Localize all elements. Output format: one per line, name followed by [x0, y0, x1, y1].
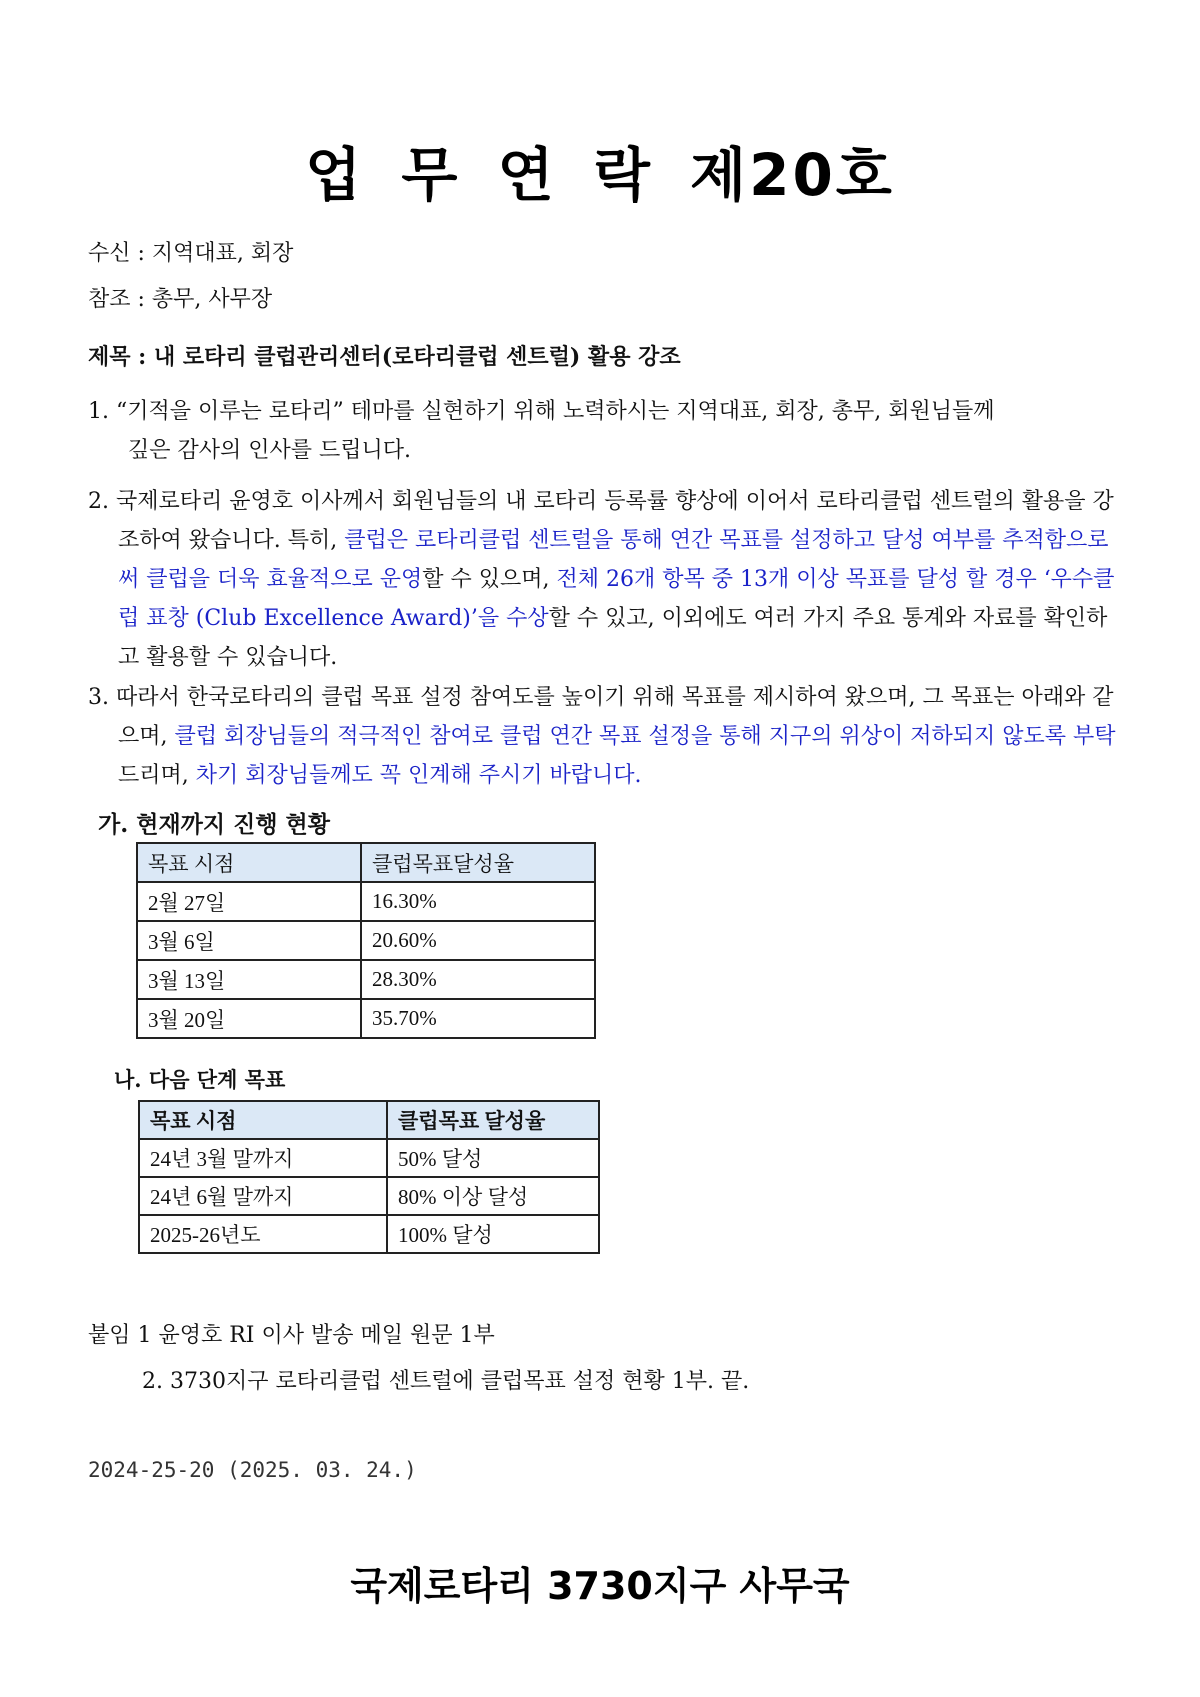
table-row: [139, 1215, 599, 1253]
table-cell: 20.60%: [361, 921, 595, 960]
subject-line: 제목 : 내 로타리 클럽관리센터(로타리클럽 센트럴) 활용 강조: [88, 344, 681, 370]
table-cell: 16.30%: [361, 882, 595, 921]
item-1: [88, 392, 1128, 470]
section-a-heading: 가. 현재까지 진행 현황: [98, 811, 330, 838]
progress-table: [136, 842, 596, 1039]
table-header-cell: 클럽목표 달성율: [387, 1101, 599, 1139]
target-table: [138, 1100, 600, 1254]
table-header-cell: 목표 시점: [137, 843, 361, 882]
item-2-text-b: 할 수 있으며,: [422, 567, 557, 592]
table-header-cell: 클럽목표달성율: [361, 843, 595, 882]
item-3-text-a: 3. 따라서 한국로타리의 클럽 목표 설정 참여도를 높이기 위해 목표를 제시하여 왔으며, 그 목표는 아래와 같으며,: [88, 685, 1114, 749]
item-3-highlight-b: 차기 회장님들께도 꼭 인계해 주시기 바랍니다.: [195, 763, 642, 788]
attachment-line-2: 2. 3730지구 로타리클럽 센트럴에 클럽목표 설정 현황 1부. 끝.: [142, 1369, 750, 1394]
item-2: [88, 482, 1128, 677]
document-title: 업 무 연 락 제20호: [305, 141, 895, 209]
table-header-row: [137, 843, 595, 882]
table-cell: 3월 13일: [137, 960, 361, 999]
table-cell: 28.30%: [361, 960, 595, 999]
table-cell: 3월 6일: [137, 921, 361, 960]
table-cell: 50% 달성: [387, 1139, 599, 1177]
item-2-highlight-a: 클럽은 로타리클럽 센트럴을 통해 연간 목표를 설정하고 달성 여부를 추적함으로써 클럽을 더욱 효율적으로 운영: [118, 528, 1109, 592]
document-number: 2024-25-20 (2025. 03. 24.): [88, 1458, 417, 1482]
table-row: [137, 882, 595, 921]
section-b-heading: 나. 다음 단계 목표: [114, 1067, 286, 1092]
table-cell: 24년 6월 말까지: [139, 1177, 387, 1215]
table-cell: 3월 20일: [137, 999, 361, 1038]
reference-line: 참조 : 총무, 사무장: [88, 287, 273, 312]
table-cell: 100% 달성: [387, 1215, 599, 1253]
item-3: [88, 678, 1128, 795]
table-row: [137, 960, 595, 999]
table-cell: 24년 3월 말까지: [139, 1139, 387, 1177]
recipient-line: 수신 : 지역대표, 회장: [88, 241, 294, 266]
item-1-line-2: 깊은 감사의 인사를 드립니다.: [128, 438, 411, 463]
item-3-text-b: 드리며,: [118, 763, 196, 788]
item-2-text-c: 할 수 있고, 이외에도 여러 가지 주요 통계와 자료를 확인하고 활용할 수 있습니다.: [118, 606, 1108, 670]
table-row: [139, 1177, 599, 1215]
attachment-line-1: 붙임 1 윤영호 RI 이사 발송 메일 원문 1부: [88, 1323, 495, 1348]
table-cell: 2월 27일: [137, 882, 361, 921]
table-cell: 2025-26년도: [139, 1215, 387, 1253]
table-header-cell: 목표 시점: [139, 1101, 387, 1139]
table-row: [137, 999, 595, 1038]
table-cell: 80% 이상 달성: [387, 1177, 599, 1215]
item-2-highlight-b: 전체 26개 항목 중 13개 이상 목표를 달성 할 경우 ‘우수클럽 표창 (Club Excellence Award)’을 수상: [118, 567, 1115, 631]
item-3-highlight-a: 클럽 회장님들의 적극적인 참여로 클럽 연간 목표 설정을 통해 지구의 위상이 저하되지 않도록 부탁: [174, 724, 1116, 749]
table-header-row: [139, 1101, 599, 1139]
item-1-line-1: 1. “기적을 이루는 로타리” 테마를 실현하기 위해 노력하시는 지역대표, 회장, 총무, 회원님들께: [88, 399, 995, 424]
item-2-text-a: 2. 국제로타리 윤영호 이사께서 회원님들의 내 로타리 등록률 향상에 이어서 로타리클럽 센트럴의 활용을 강조하여 왔습니다. 특히,: [88, 489, 1114, 553]
table-row: [139, 1139, 599, 1177]
sender-name: 국제로타리 3730지구 사무국: [350, 1564, 850, 1608]
table-row: [137, 921, 595, 960]
table-cell: 35.70%: [361, 999, 595, 1038]
